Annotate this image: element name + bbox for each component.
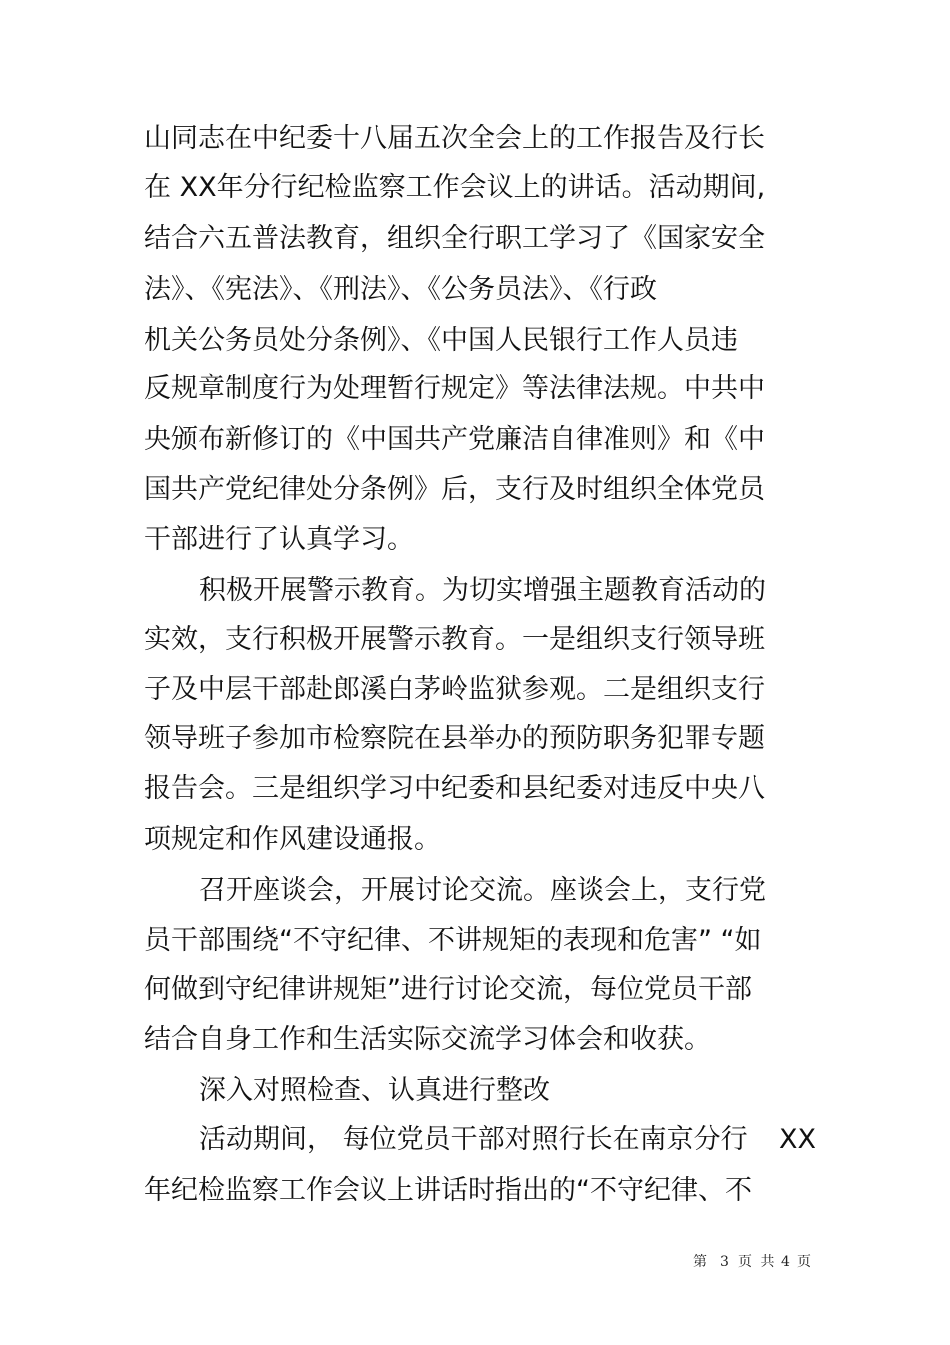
footer-total-pages: 4 <box>781 1254 792 1270</box>
text-line: 结合六五普法教育，组织全行职工学习了《国家安全 <box>144 223 765 254</box>
text-line: 法》、《宪法》、《刑法》、《公务员法》、《行政 <box>144 274 657 305</box>
text-line: 员干部围绕“不守纪律、不讲规矩的表现和危害” “如 <box>144 925 762 956</box>
text-line: 项规定和作风建设通报。 <box>144 824 441 855</box>
footer-page-number: 3 <box>720 1254 731 1270</box>
text-line: 子及中层干部赴郎溪白茅岭监狱参观。二是组织支行 <box>144 674 765 705</box>
text-line: 山同志在中纪委十八届五次全会上的工作报告及行长 <box>144 123 765 154</box>
paragraph-first-line: 召开座谈会，开展讨论交流。座谈会上，支行党 <box>199 875 766 906</box>
paragraph-first-line: 积极开展警示教育。为切实增强主题教育活动的 <box>199 575 766 606</box>
section-heading: 深入对照检查、认真进行整改 <box>199 1075 550 1106</box>
footer-suffix: 页 <box>797 1254 813 1270</box>
text-line: 央颁布新修订的《中国共产党廉洁自律准则》和《中 <box>144 424 765 455</box>
text-line: 国共产党纪律处分条例》后，支行及时组织全体党员 <box>144 474 765 505</box>
text-line: 结合自身工作和生活实际交流学习体会和收获。 <box>144 1024 711 1055</box>
paragraph-first-line: 活动期间， 每位党员干部对照行长在南京分行 <box>199 1124 748 1155</box>
text-fragment: XX <box>779 1124 816 1155</box>
text-line: 干部进行了认真学习。 <box>144 524 414 555</box>
page-footer <box>0 1250 950 1274</box>
text-line: 年纪检监察工作会议上讲话时指出的“不守纪律、不 <box>144 1175 752 1206</box>
text-line: 何做到守纪律讲规矩”进行讨论交流，每位党员干部 <box>144 974 752 1005</box>
text-line: 实效，支行积极开展警示教育。一是组织支行领导班 <box>144 624 765 655</box>
text-line: 机关公务员处分条例》、《中国人民银行工作人员违 <box>144 325 738 356</box>
text-line: 反规章制度行为处理暂行规定》等法律法规。中共中 <box>144 373 765 404</box>
text-line: 在 XX年分行纪检监察工作会议上的讲话。活动期间, <box>144 172 766 203</box>
text-line: 报告会。三是组织学习中纪委和县纪委对违反中央八 <box>144 773 765 804</box>
footer-prefix: 第 <box>693 1254 709 1270</box>
text-line: 领导班子参加市检察院在县举办的预防职务犯罪专题 <box>144 723 765 754</box>
footer-middle: 页 共 <box>738 1254 777 1270</box>
